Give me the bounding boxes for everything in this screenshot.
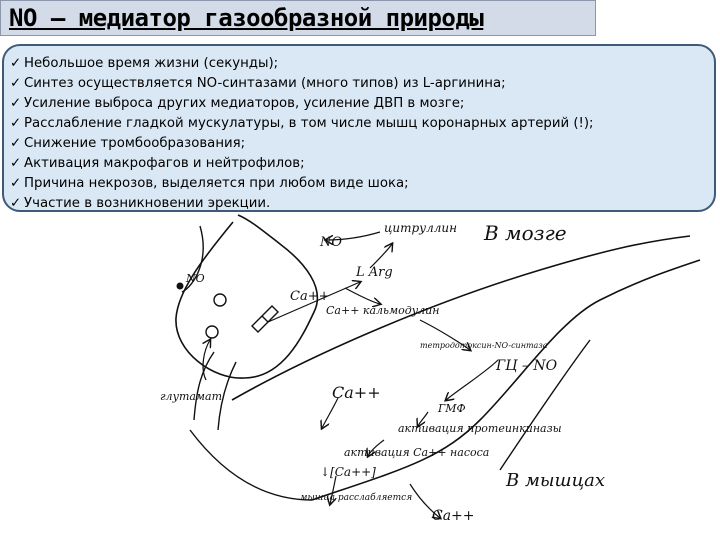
check-icon: ✓	[10, 196, 22, 211]
label-pk-activation: активация протеинкиназы	[398, 422, 562, 435]
arrow-gc	[446, 360, 498, 400]
no-mechanism-diagram	[0, 212, 720, 540]
label-gmp: ГМФ	[438, 402, 466, 415]
label-glutamate: глутамат	[160, 390, 223, 403]
page-title: NO – медиатор газообразной природы	[9, 4, 484, 32]
list-item: ✓ Снижение тромбообразования;	[10, 134, 704, 154]
vesicle-2	[206, 326, 218, 338]
arrow-ca-down	[322, 398, 338, 428]
list-item: ✓ Усиление выброса других медиаторов, усиление ДВП в мозге;	[10, 94, 704, 114]
label-gc-no: ГЦ – NO	[496, 358, 558, 374]
label-ca-decrease: ↓[Ca++]	[320, 465, 376, 479]
vesicle-1	[214, 294, 226, 306]
label-muscle-relaxation: мышца расслабляется	[300, 493, 413, 503]
label-ca-3: Ca++	[432, 508, 475, 524]
label-l-arg: L Arg	[356, 265, 393, 280]
label-no-1: NO	[320, 235, 343, 250]
no-dot	[177, 283, 184, 290]
properties-list	[10, 54, 704, 214]
list-item: ✓ Небольшое время жизни (секунды);	[10, 54, 704, 74]
check-icon: ✓	[10, 116, 22, 131]
label-ca-1: Ca++	[290, 289, 330, 304]
tissue-outline-bottom	[190, 430, 312, 500]
check-icon: ✓	[10, 176, 22, 191]
label-no-2: NO	[186, 272, 205, 285]
check-icon: ✓	[10, 56, 22, 71]
list-item: ✓ Синтез осуществляется NO-синтазами (много типов) из L-аргинина;	[10, 74, 704, 94]
title-bar	[0, 0, 596, 36]
list-item: ✓ Участие в возникновении эрекции.	[10, 194, 704, 214]
check-icon: ✓	[10, 156, 22, 171]
arrow-ca-calmodulin	[345, 288, 380, 304]
label-citrulline: цитруллин	[384, 221, 458, 235]
check-icon: ✓	[10, 136, 22, 151]
label-tetrodotoxin: тетродотоксин-NO-синтаза	[420, 341, 548, 350]
tissue-outline-upper	[232, 236, 690, 400]
label-ca-2: Ca++	[332, 383, 381, 402]
label-in-muscles: В мышцах	[506, 470, 606, 491]
check-icon: ✓	[10, 96, 22, 111]
properties-box	[2, 44, 716, 212]
label-in-brain: В мозге	[484, 221, 567, 245]
list-item: ✓ Расслабление гладкой мускулатуры, в том числе мышц коронарных артерий (!);	[10, 114, 704, 134]
tissue-outline-lower	[312, 260, 700, 500]
check-icon: ✓	[10, 76, 22, 91]
list-item: ✓ Причина некрозов, выделяется при любом виде шока;	[10, 174, 704, 194]
label-pump-activation: активация Ca++ насоса	[344, 446, 490, 459]
list-item: ✓ Активация макрофагов и нейтрофилов;	[10, 154, 704, 174]
label-ca-calmodulin: Ca++ кальмодулин	[326, 304, 440, 317]
